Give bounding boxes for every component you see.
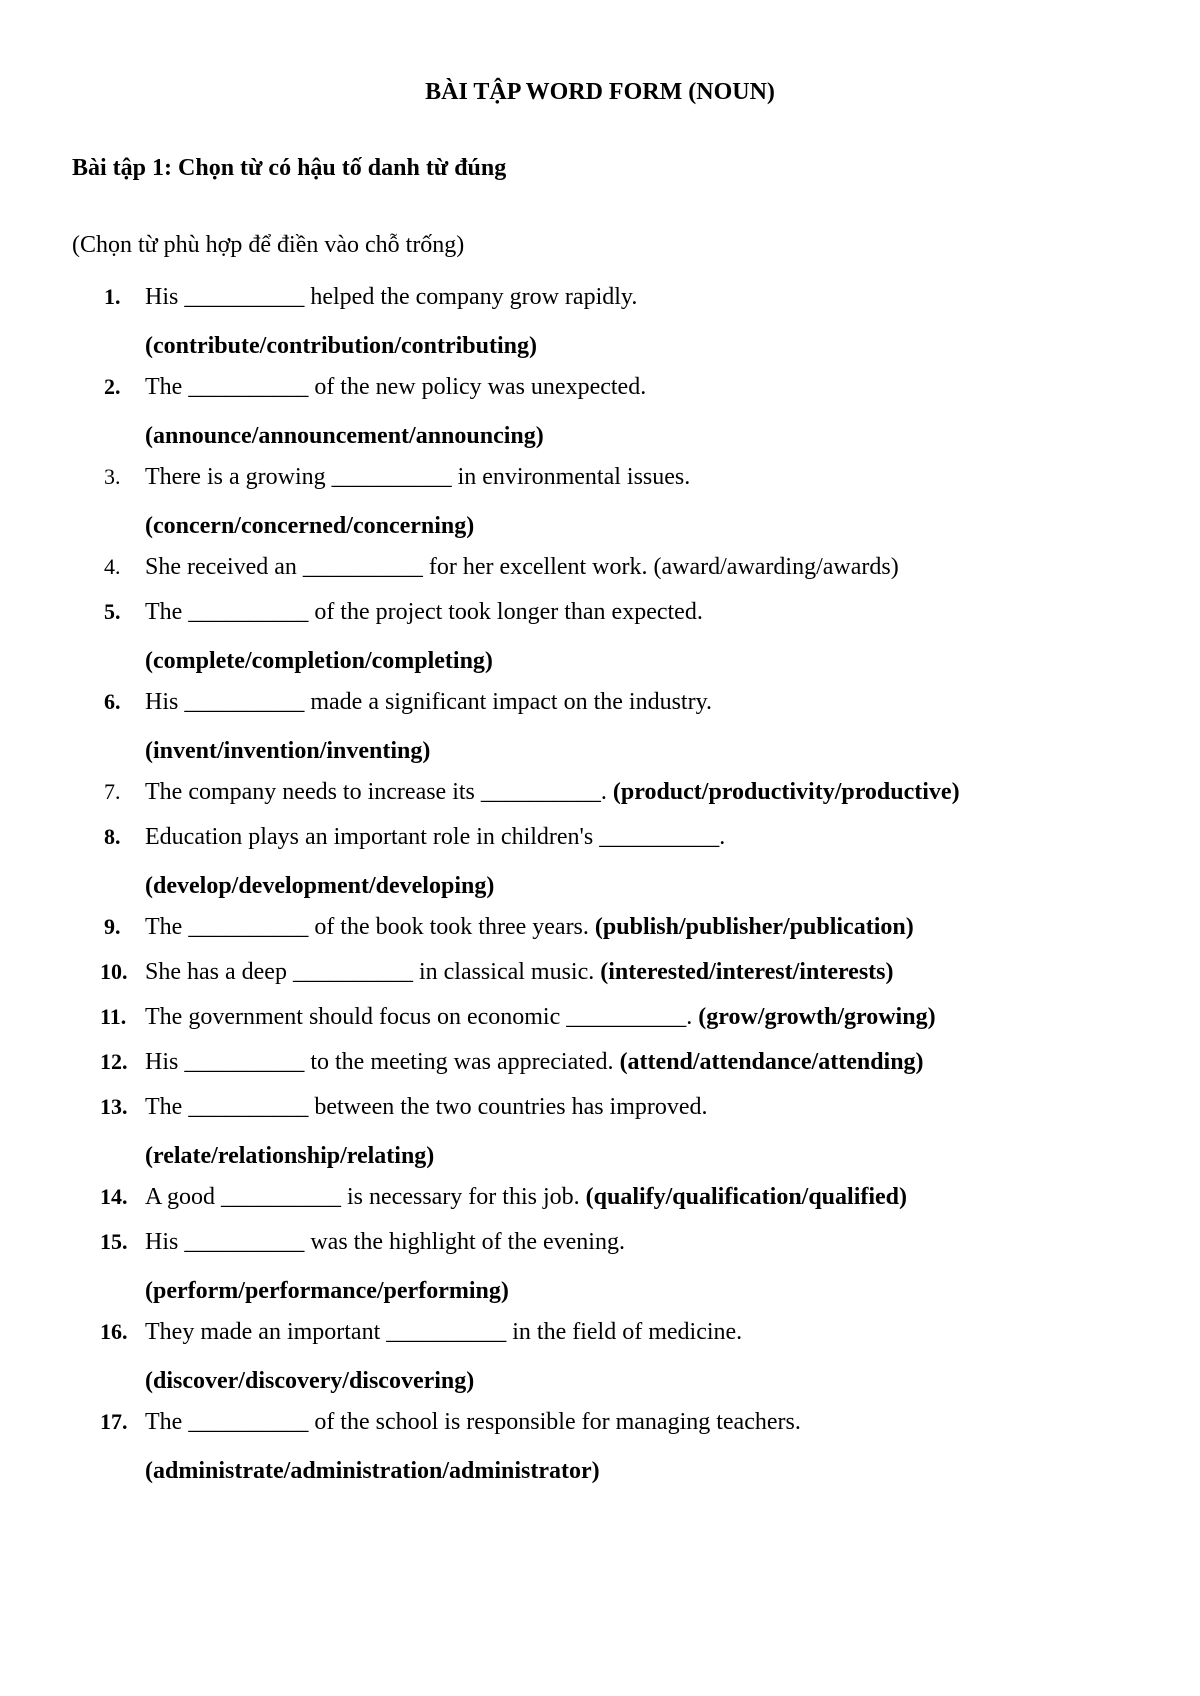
- item-sentence-line: [145, 957, 894, 987]
- item-number: 5.: [104, 599, 121, 624]
- item-number: 2.: [104, 374, 121, 399]
- item-sentence: His __________ made a significant impact on the industry.: [145, 689, 713, 715]
- item-choices: (attend/attendance/attending): [619, 1049, 924, 1075]
- item-choices: (administrate/administration/administrator): [145, 1458, 600, 1484]
- item-number: 11.: [100, 1004, 127, 1029]
- item-sentence: The government should focus on economic __________.: [145, 1004, 693, 1030]
- exercise-instruction: (Chọn từ phù hợp để điền vào chỗ trống): [72, 232, 465, 258]
- item-sentence: A good __________ is necessary for this job.: [145, 1184, 580, 1210]
- item-sentence: His __________ helped the company grow rapidly.: [145, 284, 638, 310]
- item-sentence: The __________ between the two countries has improved.: [145, 1094, 708, 1120]
- item-number: 7.: [104, 779, 121, 804]
- item-sentence-line: [145, 1047, 924, 1077]
- item-choices: (invent/invention/inventing): [145, 738, 431, 764]
- item-choices: (award/awarding/awards): [653, 554, 899, 580]
- item-choices: (product/productivity/productive): [612, 779, 960, 805]
- item-choices: (announce/announcement/announcing): [145, 423, 544, 449]
- item-choices: (contribute/contribution/contributing): [145, 333, 538, 359]
- item-choices: (grow/growth/growing): [698, 1004, 936, 1030]
- item-choices: (develop/development/developing): [145, 873, 495, 899]
- item-sentence: The __________ of the new policy was unexpected.: [145, 374, 647, 400]
- item-number: 17.: [100, 1409, 128, 1434]
- item-choices: (interested/interest/interests): [600, 959, 894, 985]
- item-number: 3.: [104, 464, 121, 489]
- item-number: 12.: [100, 1049, 128, 1074]
- item-sentence: The __________ of the book took three years.: [145, 914, 589, 940]
- item-number: 16.: [100, 1319, 128, 1344]
- item-sentence: The __________ of the school is responsible for managing teachers.: [145, 1409, 801, 1435]
- item-sentence-line: [145, 552, 899, 582]
- item-number: 9.: [104, 914, 121, 939]
- item-choices: (concern/concerned/concerning): [145, 513, 475, 539]
- item-number: 6.: [104, 689, 121, 714]
- item-sentence: His __________ was the highlight of the evening.: [145, 1229, 625, 1255]
- item-sentence-line: [145, 777, 960, 807]
- exercise-heading: Bài tập 1: Chọn từ có hậu tố danh từ đúng: [72, 155, 507, 181]
- item-number: 15.: [100, 1229, 128, 1254]
- item-number: 4.: [104, 554, 121, 579]
- item-sentence-line: [145, 912, 914, 942]
- item-choices: (publish/publisher/publication): [594, 914, 914, 940]
- item-sentence: They made an important __________ in the field of medicine.: [145, 1319, 743, 1345]
- item-number: 14.: [100, 1184, 128, 1209]
- item-sentence: She received an __________ for her excellent work.: [145, 554, 648, 580]
- item-number: 1.: [104, 284, 121, 309]
- item-choices: (qualify/qualification/qualified): [585, 1184, 908, 1210]
- item-sentence: The company needs to increase its __________.: [145, 779, 607, 805]
- item-choices: (relate/relationship/relating): [145, 1143, 435, 1169]
- item-number: 13.: [100, 1094, 128, 1119]
- page-title: BÀI TẬP WORD FORM (NOUN): [425, 79, 775, 105]
- item-choices: (perform/performance/performing): [145, 1278, 509, 1304]
- item-sentence: Education plays an important role in children's __________.: [145, 824, 726, 850]
- item-sentence: She has a deep __________ in classical music.: [145, 959, 595, 985]
- item-sentence: The __________ of the project took longer than expected.: [145, 599, 703, 625]
- item-sentence-line: [145, 1002, 936, 1032]
- item-number: 10.: [100, 959, 128, 984]
- item-number: 8.: [104, 824, 121, 849]
- item-sentence: There is a growing __________ in environmental issues.: [145, 464, 691, 490]
- item-choices: (complete/completion/completing): [145, 648, 493, 674]
- item-choices: (discover/discovery/discovering): [145, 1368, 475, 1394]
- item-sentence-line: [145, 1182, 907, 1212]
- item-sentence: His __________ to the meeting was appreciated.: [145, 1049, 614, 1075]
